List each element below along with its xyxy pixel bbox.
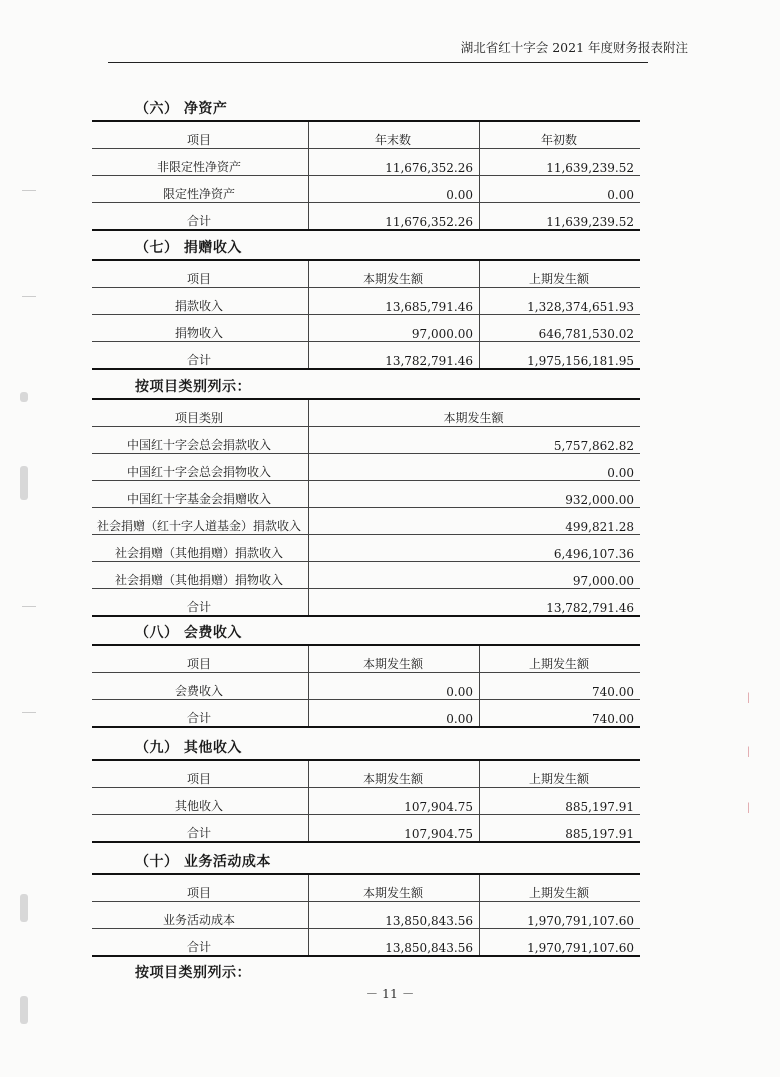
column-header: 年末数 (309, 121, 480, 149)
cell-value: 11,639,239.52 (480, 203, 641, 231)
seal-fragment: ꒐ (744, 692, 754, 706)
row-label: 其他收入 (92, 788, 309, 815)
row-label: 社会捐赠（其他捐赠）捐款收入 (92, 535, 309, 562)
table-row-total (92, 929, 640, 957)
seal-fragment: ꒐ (744, 746, 754, 760)
section-heading-other-income: （九） 其他收入 (135, 740, 242, 756)
cell-value: 499,821.28 (309, 508, 641, 535)
donation-income-table (92, 259, 640, 370)
cell-value: 97,000.00 (309, 315, 480, 342)
punch-hole (20, 392, 28, 402)
other-income-table (92, 759, 640, 843)
column-header: 项目 (92, 645, 309, 673)
page-number: － 11 － (365, 986, 415, 1001)
column-header: 本期发生额 (309, 645, 480, 673)
cell-value: 11,639,239.52 (480, 149, 641, 176)
column-header: 本期发生额 (309, 399, 641, 427)
document-header: 湖北省红十字会 2021 年度财务报表附注 (460, 40, 688, 55)
column-header: 本期发生额 (309, 874, 480, 902)
row-label: 社会捐赠（红十字人道基金）捐款收入 (92, 508, 309, 535)
column-header: 上期发生额 (480, 645, 641, 673)
column-header: 项目 (92, 760, 309, 788)
column-header: 项目 (92, 121, 309, 149)
cell-value: 1,970,791,107.60 (480, 929, 641, 957)
table-row (92, 315, 640, 342)
cell-value: 646,781,530.02 (480, 315, 641, 342)
cell-value: 932,000.00 (309, 481, 641, 508)
section-heading-net-assets: （六） 净资产 (135, 101, 228, 117)
section-heading-donation-income: （七） 捐赠收入 (135, 240, 242, 256)
cell-value: 0.00 (480, 176, 641, 203)
row-label: 会费收入 (92, 673, 309, 700)
column-header: 项目类别 (92, 399, 309, 427)
row-label: 合计 (92, 929, 309, 957)
cell-value: 11,676,352.26 (309, 203, 480, 231)
column-header: 上期发生额 (480, 260, 641, 288)
section-heading-business-cost: （十） 业务活动成本 (135, 854, 271, 870)
cell-value: 11,676,352.26 (309, 149, 480, 176)
cell-value: 885,197.91 (480, 815, 641, 843)
cell-value: 13,850,843.56 (309, 929, 480, 957)
header-rule (108, 62, 648, 63)
cell-value: 107,904.75 (309, 815, 480, 843)
cell-value: 107,904.75 (309, 788, 480, 815)
cell-value: 1,328,374,651.93 (480, 288, 641, 315)
punch-hole (20, 466, 28, 500)
table-row (92, 454, 640, 481)
cell-value: 13,685,791.46 (309, 288, 480, 315)
column-header: 项目 (92, 874, 309, 902)
subsection-heading-donation-category: 按项目类别列示： (135, 379, 251, 395)
subsection-heading-cost-category: 按项目类别列示： (135, 965, 251, 981)
row-label: 中国红十字基金会捐赠收入 (92, 481, 309, 508)
seal-fragment: ꒐ (744, 802, 754, 816)
column-header: 上期发生额 (480, 760, 641, 788)
cell-value: 740.00 (480, 673, 641, 700)
business-cost-table (92, 873, 640, 957)
table-row (92, 288, 640, 315)
table-row-total (92, 589, 640, 617)
cell-value: 13,850,843.56 (309, 902, 480, 929)
row-label: 社会捐赠（其他捐赠）捐物收入 (92, 562, 309, 589)
net-assets-table (92, 120, 640, 231)
table-row-total (92, 342, 640, 370)
table-row (92, 481, 640, 508)
row-label: 合计 (92, 700, 309, 728)
row-label: 限定性净资产 (92, 176, 309, 203)
margin-mark (22, 190, 36, 191)
section-heading-membership-fee: （八） 会费收入 (135, 625, 242, 641)
table-row-total (92, 700, 640, 728)
cell-value: 885,197.91 (480, 788, 641, 815)
row-label: 非限定性净资产 (92, 149, 309, 176)
cell-value: 97,000.00 (309, 562, 641, 589)
row-label: 中国红十字会总会捐款收入 (92, 427, 309, 454)
row-label: 合计 (92, 203, 309, 231)
table-row (92, 176, 640, 203)
column-header: 本期发生额 (309, 260, 480, 288)
row-label: 业务活动成本 (92, 902, 309, 929)
table-row (92, 149, 640, 176)
cell-value: 5,757,862.82 (309, 427, 641, 454)
column-header: 本期发生额 (309, 760, 480, 788)
row-label: 合计 (92, 815, 309, 843)
column-header: 项目 (92, 260, 309, 288)
table-row (92, 508, 640, 535)
margin-mark (22, 712, 36, 713)
row-label: 合计 (92, 589, 309, 617)
table-row (92, 902, 640, 929)
cell-value: 0.00 (309, 454, 641, 481)
cell-value: 0.00 (309, 700, 480, 728)
punch-hole (20, 894, 28, 922)
table-row (92, 535, 640, 562)
table-row (92, 562, 640, 589)
row-label: 中国红十字会总会捐物收入 (92, 454, 309, 481)
column-header: 年初数 (480, 121, 641, 149)
margin-mark (22, 296, 36, 297)
cell-value: 6,496,107.36 (309, 535, 641, 562)
table-row-total (92, 815, 640, 843)
cell-value: 1,970,791,107.60 (480, 902, 641, 929)
margin-mark (22, 606, 36, 607)
cell-value: 0.00 (309, 176, 480, 203)
table-row-total (92, 203, 640, 231)
cell-value: 13,782,791.46 (309, 589, 641, 617)
row-label: 捐款收入 (92, 288, 309, 315)
table-row (92, 788, 640, 815)
cell-value: 1,975,156,181.95 (480, 342, 641, 370)
row-label: 合计 (92, 342, 309, 370)
cell-value: 740.00 (480, 700, 641, 728)
column-header: 上期发生额 (480, 874, 641, 902)
membership-fee-table (92, 644, 640, 728)
table-row (92, 427, 640, 454)
row-label: 捐物收入 (92, 315, 309, 342)
cell-value: 13,782,791.46 (309, 342, 480, 370)
donation-category-table (92, 398, 640, 617)
cell-value: 0.00 (309, 673, 480, 700)
table-row (92, 673, 640, 700)
